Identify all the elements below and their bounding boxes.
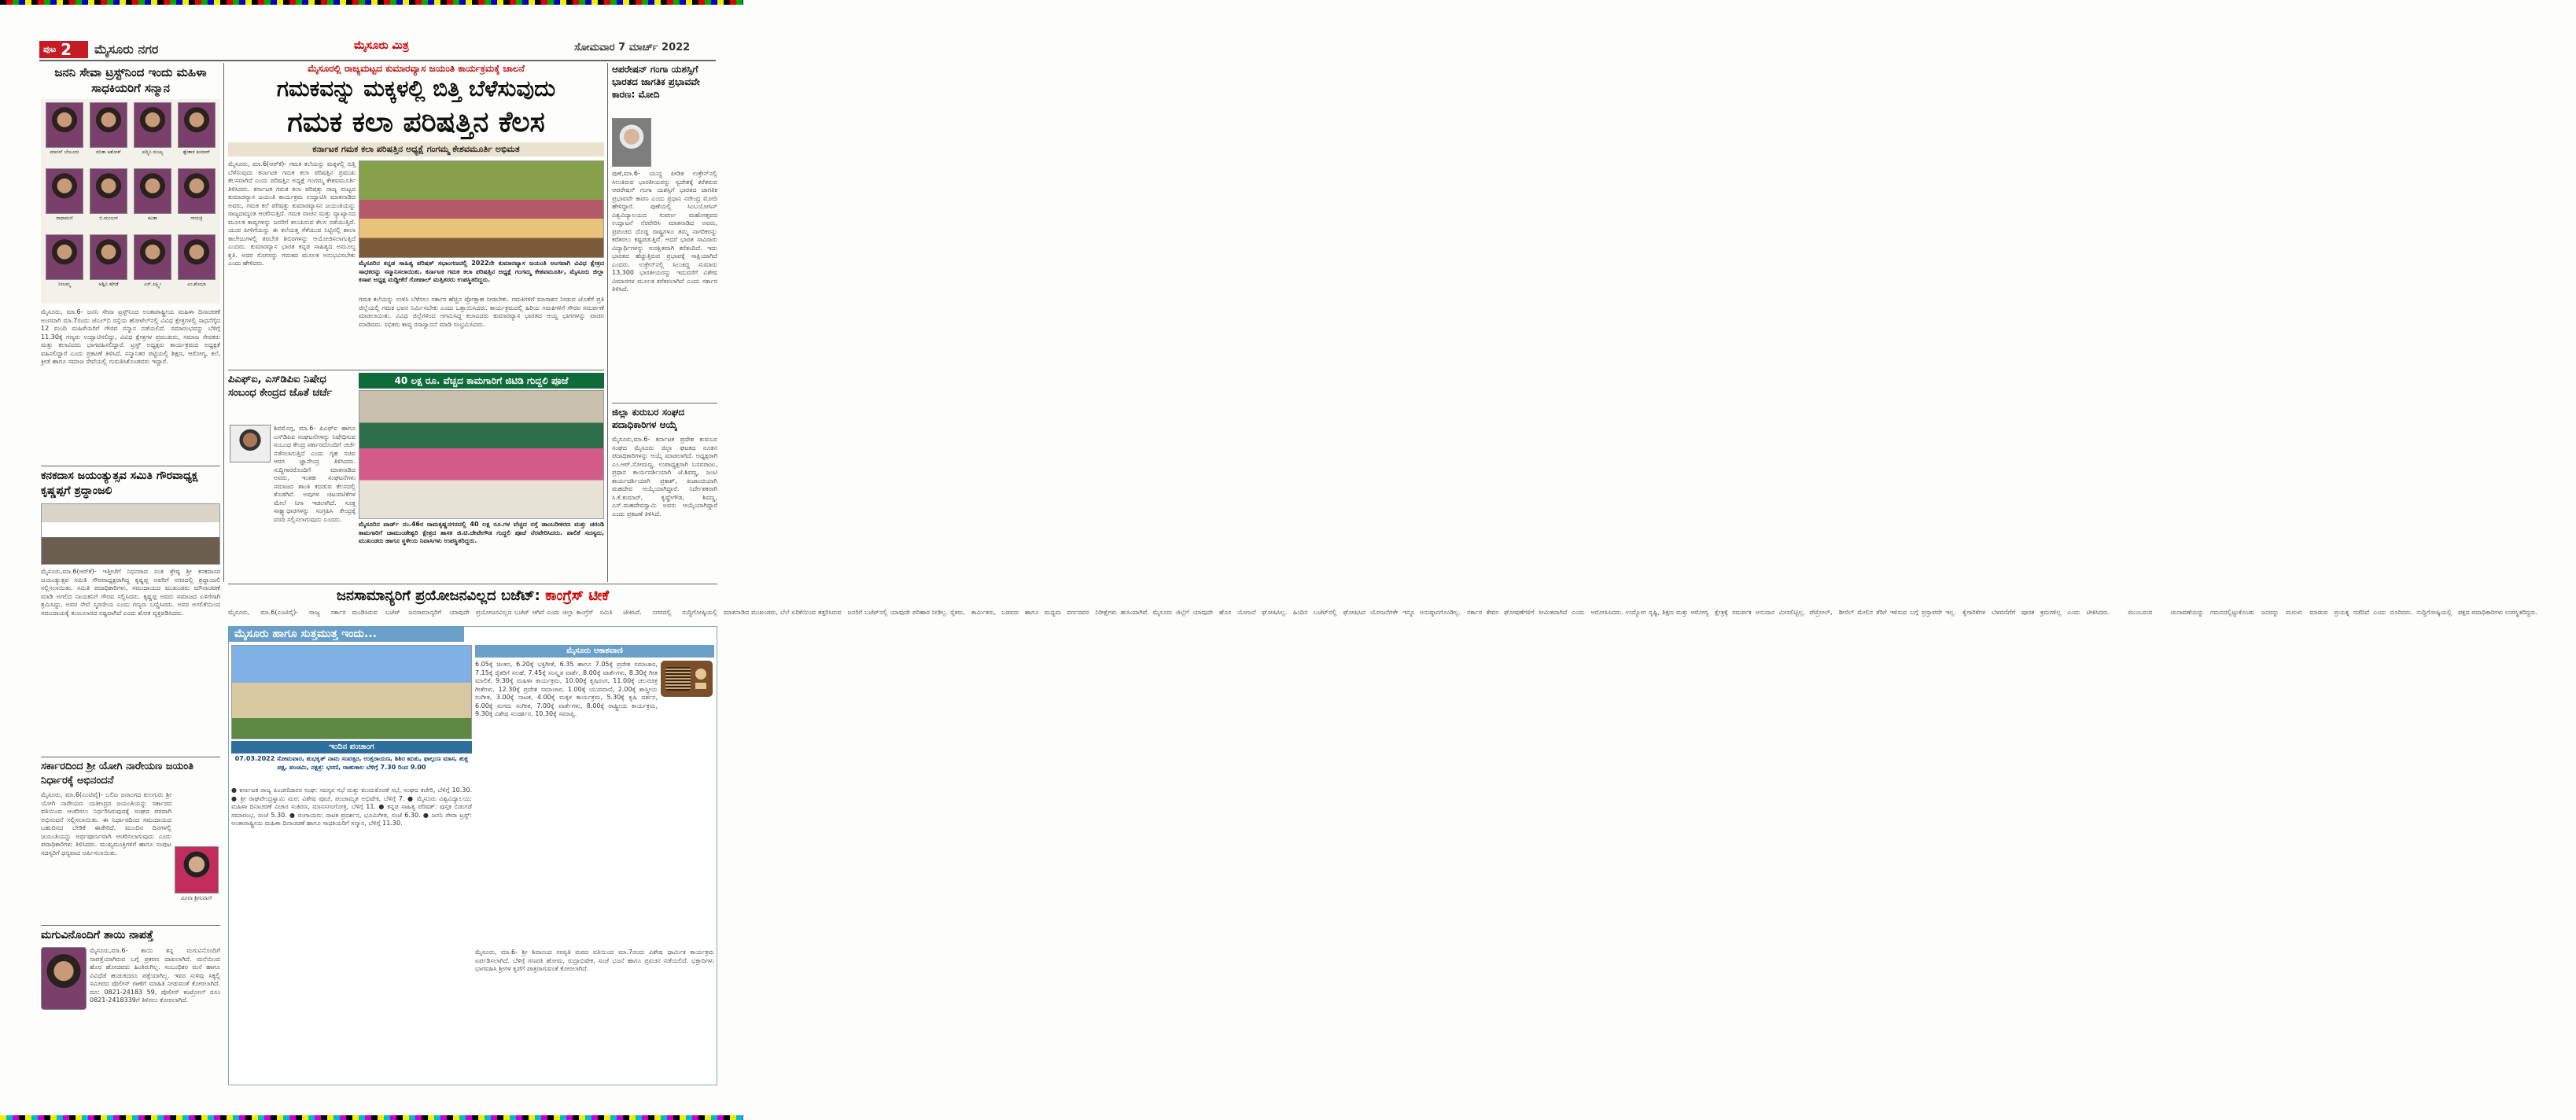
radio-title: ಮೈಸೂರು ಆಕಾಶವಾಣಿ bbox=[475, 645, 714, 658]
bottom-registration-strip bbox=[0, 1115, 743, 1120]
pooja-caption: ಮೈಸೂರಿನ ವಾರ್ಡ್ ನಂ.46ರ ರಾಮಕೃಷ್ಣನಗರದಲ್ಲಿ 40 ಲಕ್ಷ ರೂ.ಗಳ ವೆಚ್ಚದ ರಸ್ತೆ ಡಾಂಬರೀಕರಣ ಮತ್ತು ಚರಂಡಿ ಕಾಮಗಾರಿಗೆ ಚಾಮುಂಡೇಶ್ವರಿ ಕ್ಷೇತ್ರದ ಶಾಸಕ ಜಿ.ಟಿ.ದೇವೇಗೌಡ ಗುದ್ದಲಿ ಪೂಜೆ ನೆರವೇರಿಸಿದರು. ಪಾಲಿಕೆ ಸದಸ್ಯರು, ಮುಖಂಡರು ಹಾಗೂ ಸ್ಥಳೀಯ ನಿವಾಸಿಗಳು ಉಪಸ್ಥಿತರಿದ್ದರು. bbox=[359, 521, 604, 544]
missing-photo bbox=[41, 947, 87, 1010]
portrait-6 bbox=[90, 168, 127, 214]
portrait-1 bbox=[46, 102, 83, 148]
page-label: ಪುಟ bbox=[43, 44, 57, 54]
portrait-name: ಅಶ್ವಿನಿ ಹೆಗಡೆ bbox=[98, 282, 119, 287]
top-registration-strip bbox=[0, 0, 743, 5]
portrait-name: ಶ್ವೇತಾಳ ಕುಮಾರ್ bbox=[182, 149, 211, 155]
portrait-9 bbox=[46, 234, 83, 280]
budget-title: ಜನಸಾಮಾನ್ಯರಿಗೆ ಪ್ರಯೋಜನವಿಲ್ಲದ ಬಜೆಟ್: bbox=[336, 588, 540, 604]
portrait-name: ನೀಲಮ್ಮ bbox=[58, 282, 71, 287]
panchanga-title: ಇಂದಿನ ಪಂಚಾಂಗ bbox=[231, 741, 472, 753]
janani-title: ಜನನಿ ಸೇವಾ ಟ್ರಸ್ಟ್‌ನಿಂದ ಇಂದು ಮಹಿಳಾ ಸಾಧಕಿಯರಿಗೆ ಸನ್ಮಾನ bbox=[54, 65, 207, 95]
portrait-2 bbox=[90, 102, 127, 148]
column-rule bbox=[607, 63, 608, 582]
main-subhead: ಕರ್ನಾಟಕ ಗಮಕ ಕಲಾ ಪರಿಷತ್ತಿನ ಅಧ್ಯಕ್ಷೆ ಗಂಗಮ್ಮ ಕೇಶವಮೂರ್ತಿ ಅಭಿಮತ bbox=[228, 142, 604, 157]
pooja-photo bbox=[359, 390, 604, 519]
portrait-12 bbox=[178, 234, 216, 280]
header-rule bbox=[39, 60, 716, 61]
portrait-11 bbox=[134, 234, 171, 280]
main-body-col1: ಮೈಸೂರು, ಮಾ.6(ಆರ್‌ಕೆ)- ಗಮಕ ಕಲೆಯನ್ನು ಮಕ್ಕಳಲ್ಲಿ ಬಿತ್ತಿ ಬೆಳೆಸುವುದು ಕರ್ನಾಟಕ ಗಮಕ ಕಲಾ ಪರಿಷತ್ತಿನ ಪ್ರಮುಖ ಕೆಲಸವಾಗಿದೆ ಎಂದು ಪರಿಷತ್ತಿನ ಅಧ್ಯಕ್ಷೆ ಗಂಗಮ್ಮ ಕೇಶವಮೂರ್ತಿ ತಿಳಿಸಿದರು. ಕರ್ನಾಟಕ ಗಮಕ ಕಲಾ ಪರಿಷತ್ತು ರಾಜ್ಯ ಮಟ್ಟದ ಕುಮಾರವ್ಯಾಸ ಜಯಂತಿ ಕಾರ್ಯಕ್ರಮ ಉದ್ಘಾಟಿಸಿ ಮಾತನಾಡಿದ ಅವರು, ಗಮಕ ಕಲೆ ಪರಿಷತ್ತು ಕುಮಾರವ್ಯಾಸನ ಜಯಂತಿಯನ್ನು ರಾಜ್ಯದಾದ್ಯಂತ ಆಚರಿಸುತ್ತಿದೆ. ಗಮಕ ವಾಚನ ಮತ್ತು ವ್ಯಾಖ್ಯಾನದ ಮೂಲಕ ಕಾವ್ಯಗಳನ್ನು ಜನರಿಗೆ ತಲುಪಿಸುವ ಕೆಲಸ ನಡೆಯುತ್ತಿದೆ. ಯುವ ಪೀಳಿಗೆಯನ್ನು ಈ ಕಲೆಯತ್ತ ಸೆಳೆಯುವ ನಿಟ್ಟಿನಲ್ಲಿ ಶಾಲಾ ಕಾಲೇಜುಗಳಲ್ಲಿ ತರಬೇತಿ ಶಿಬಿರಗಳನ್ನು ಆಯೋಜಿಸಲಾಗುತ್ತಿದೆ ಎಂದರು. ಕುಮಾರವ್ಯಾಸ ಭಾರತ ಕನ್ನಡ ಸಾಹಿತ್ಯದ ಅಮೂಲ್ಯ ಕೃತಿ. ಅದರ ಸೊಗಸನ್ನು ಗಮಕದ ಮೂಲಕ ಅನುಭವಿಸಬೇಕು ಎಂದು ಹೇಳಿದರು. bbox=[228, 160, 356, 267]
budget-body: ಮೈಸೂರು, ಮಾ.6(ಎಂಟಿವೈ)- ರಾಜ್ಯ ಸರ್ಕಾರ ಮಂಡಿಸಿರುವ ಬಜೆಟ್ ಜನಸಾಮಾನ್ಯರಿಗೆ ಯಾವುದೇ ಪ್ರಯೋಜನವಿಲ್ಲದ ಬಜೆಟ್ ಆಗಿದೆ ಎಂದು ಜಿಲ್ಲಾ ಕಾಂಗ್ರೆಸ್ ಸಮಿತಿ ಟೀಕಿಸಿದೆ. ನಗರದಲ್ಲಿ ಸುದ್ದಿಗೋಷ್ಠಿಯಲ್ಲಿ ಮಾತನಾಡಿದ ಮುಖಂಡರು, ಬೆಲೆ ಏರಿಕೆಯಿಂದ ತತ್ತರಿಸಿರುವ ಜನರಿಗೆ ಬಜೆಟ್‌ನಲ್ಲಿ ಯಾವುದೇ ಪರಿಹಾರ ನೀಡಿಲ್ಲ. ರೈತರು, ಕಾರ್ಮಿಕರು, ಬಡವರು ಹಾಗೂ ಮಧ್ಯಮ ವರ್ಗದವರ ನಿರೀಕ್ಷೆಗಳು ಹುಸಿಯಾಗಿವೆ. ಮೈಸೂರು ಜಿಲ್ಲೆಗೆ ಯಾವುದೇ ಹೊಸ ಯೋಜನೆ ಘೋಷಿಸಿಲ್ಲ. ಹಿಂದಿನ ಬಜೆಟ್‌ನಲ್ಲಿ ಘೋಷಿಸಿದ ಯೋಜನೆಗಳೇ ಇನ್ನೂ ಅನುಷ್ಠಾನಗೊಂಡಿಲ್ಲ. ಸರ್ಕಾರ ಕೇವಲ ಘೋಷಣೆಗಳಿಗೆ ಸೀಮಿತವಾಗಿದೆ ಎಂದು ಆರೋಪಿಸಿದರು. ಉದ್ಯೋಗ ಸೃಷ್ಟಿ, ಶಿಕ್ಷಣ ಮತ್ತು ಆರೋಗ್ಯ ಕ್ಷೇತ್ರಕ್ಕೆ ಸಮರ್ಪಕ ಅನುದಾನ ಮೀಸಲಿಟ್ಟಿಲ್ಲ. ಪೆಟ್ರೋಲ್, ಡೀಸೆಲ್ ಮೇಲಿನ ತೆರಿಗೆ ಇಳಿಸುವ ಬಗ್ಗೆ ಪ್ರಸ್ತಾಪವೇ ಇಲ್ಲ. ಕೈಗಾರಿಕೆಗಳ ಬೆಳವಣಿಗೆಗೆ ಪೂರಕ ಕ್ರಮಗಳಿಲ್ಲ ಎಂದು ಟೀಕಿಸಿದರು. ಮುಂಬರುವ ಚುನಾವಣೆಯನ್ನು ಗಮನದಲ್ಲಿಟ್ಟುಕೊಂಡು ಜನರನ್ನು ಮರುಳು ಮಾಡುವ ಪ್ರಯತ್ನ ನಡೆದಿದೆ ಎಂದು ದೂರಿದರು. ಸುದ್ದಿಗೋಷ್ಠಿಯಲ್ಲಿ ಪಕ್ಷದ ಪದಾಧಿಕಾರಿಗಳು ಉಪಸ್ಥಿತರಿದ್ದರು. bbox=[228, 609, 2538, 616]
portrait-name: ಪದ್ಮಿನಿ ಮುಖ್ಯ bbox=[142, 149, 164, 155]
radio-schedule: 6.05ಕ್ಕೆ ಚಿಂತನ, 6.20ಕ್ಕೆ ಭಕ್ತಿಗೀತೆ, 6.35 ಹಾಗೂ 7.05ಕ್ಕೆ ಪ್ರದೇಶ ಸಮಾಚಾರ, 7.15ಕ್ಕೆ ರೈತರಿಗೆ ಸಲಹೆ, 7.45ಕ್ಕೆ ಸಂಸ್ಕೃತ ವಾರ್ತೆ, 8.00ಕ್ಕೆ ವಾರ್ತೆಗಳು, 8.30ಕ್ಕೆ ಗೀತ ಮಾಲಿಕೆ, 9.30ಕ್ಕೆ ಮಹಿಳಾ ಕಾರ್ಯಕ್ರಮ, 10.00ಕ್ಕೆ ಕೃಷಿರಂಗ, 11.00ಕ್ಕೆ ಚಲನಚಿತ್ರ ಗೀತೆಗಳು, 12.30ಕ್ಕೆ ಪ್ರದೇಶ ಸಮಾಚಾರ, 1.00ಕ್ಕೆ ಯುವವಾಣಿ, 2.00ಕ್ಕೆ ಶಾಸ್ತ್ರೀಯ ಸಂಗೀತ, 3.00ಕ್ಕೆ ನಾಟಕ, 4.00ಕ್ಕೆ ಮಕ್ಕಳ ಕಾರ್ಯಕ್ರಮ, 5.30ಕ್ಕೆ ಕೃಷಿ ದರ್ಶನ, 6.00ಕ್ಕೆ ಸುಗಮ ಸಂಗೀತ, 7.00ಕ್ಕೆ ವಾರ್ತೆಗಳು, 8.00ಕ್ಕೆ ರಾಷ್ಟ್ರೀಯ ಕಾರ್ಯಕ್ರಮ, 9.30ಕ್ಕೆ ವಿಶೇಷ ಸಂದರ್ಶನ, 10.30ಕ್ಕೆ ಸಮಾಪ್ತಿ. bbox=[475, 661, 658, 717]
paper-name: ಮೈಸೂರು ಮಿತ್ರ bbox=[354, 39, 409, 52]
budget-headline bbox=[228, 587, 717, 606]
portrait-name: ಗಾಯತ್ರಿ bbox=[190, 216, 203, 221]
portrait-name: ಮಾನಸ್ ಬೇಲೂರು bbox=[50, 149, 79, 155]
panchanga-text: 07.03.2022 ಸೋಮವಾರ, ಶುಭಕೃತ್ ನಾಮ ಸಂವತ್ಸರ, ಉತ್ತರಾಯಣ, ಶಿಶಿರ ಋತು, ಫಾಲ್ಗುಣ ಮಾಸ, ಶುಕ್ಲ ಪಕ್ಷ, ಪಂಚಮಿ, ನಕ್ಷತ್ರ: ಭರಣಿ, ರಾಹುಕಾಲ ಬೆಳಿಗ್ಗೆ 7.30 ರಿಂದ 9.00 bbox=[234, 755, 469, 771]
main-photo bbox=[359, 160, 604, 258]
janani-body: ಮೈಸೂರು, ಮಾ.6- ಜನನಿ ಸೇವಾ ಟ್ರಸ್ಟ್‌ನಿಂದ ಅಂತಾರಾಷ್ಟ್ರೀಯ ಮಹಿಳಾ ದಿನಾಚರಣೆ ಅಂಗವಾಗಿ ಮಾ.7ರಂದು ಜೆಎಲ್‌ಬಿ ರಸ್ತೆಯ ಹೋಟೆಲ್‌ನಲ್ಲಿ ವಿವಿಧ ಕ್ಷೇತ್ರಗಳಲ್ಲಿ ಸಾಧನೆಗೈದ 12 ಮಂದಿ ಮಹಿಳೆಯರಿಗೆ ಗೌರವ ಸನ್ಮಾನ ನಡೆಯಲಿದೆ. ಸಮಾರಂಭವನ್ನು ಬೆಳಿಗ್ಗೆ 11.30ಕ್ಕೆ ಗಣ್ಯರು ಉದ್ಘಾಟಿಸಲಿದ್ದು, ವಿವಿಧ ಕ್ಷೇತ್ರಗಳ ಪ್ರಮುಖರು, ಸಮಾಜ ಸೇವಕರು ಮತ್ತು ಕಲಾವಿದರು ಭಾಗವಹಿಸಲಿದ್ದಾರೆ. ಟ್ರಸ್ಟ್ ಅಧ್ಯಕ್ಷರು ಕಾರ್ಯಕ್ರಮದ ಅಧ್ಯಕ್ಷತೆ ವಹಿಸಲಿದ್ದಾರೆ ಎಂದು ಪ್ರಕಟಣೆ ತಿಳಿಸಿದೆ. ಸನ್ಮಾನಿತರ ಪಟ್ಟಿಯಲ್ಲಿ ಶಿಕ್ಷಣ, ಆರೋಗ್ಯ, ಕಲೆ, ಕ್ರೀಡೆ ಹಾಗೂ ಸಮಾಜ ಸೇವೆಯಲ್ಲಿ ಗುರುತಿಸಿಕೊಂಡವರು ಇದ್ದಾರೆ. bbox=[41, 308, 220, 365]
section-title: ಮೈಸೂರು ನಗರ bbox=[94, 42, 159, 57]
portrait-7 bbox=[134, 168, 171, 214]
modi-portrait bbox=[612, 118, 651, 167]
today-title: ಮೈಸೂರು ಹಾಗೂ ಸುತ್ತಮುತ್ತ ಇಂದು... bbox=[234, 628, 377, 640]
kuruba-title: ಜಿಲ್ಲಾ ಕುರುಬರ ಸಂಘದ ಪದಾಧಿಕಾರಿಗಳ ಆಯ್ಕೆ bbox=[612, 407, 685, 430]
main-kicker: ಮೈಸೂರಲ್ಲಿ ರಾಜ್ಯಮಟ್ಟದ ಕುಮಾರವ್ಯಾಸ ಜಯಂತಿ ಕಾರ್ಯಕ್ರಮಕ್ಕೆ ಚಾಲನೆ bbox=[308, 63, 525, 74]
divider bbox=[41, 925, 220, 926]
column-rule bbox=[223, 63, 224, 582]
main-headline-1: ಗಮಕವನ್ನು ಮಕ್ಕಳಲ್ಲಿ ಬಿತ್ತಿ ಬೆಳೆಸುವುದು bbox=[276, 76, 556, 101]
portrait-5 bbox=[46, 168, 83, 214]
portrait-4 bbox=[178, 102, 216, 148]
kanaka-photo bbox=[41, 503, 220, 565]
portrait-name: ಎಸ್.ಲಕ್ಷ್ಮೀ bbox=[144, 282, 161, 287]
portrait-name: ವನಿತಾ ಅಶೋಕ್ bbox=[95, 149, 122, 155]
ganga-title: ಆಪರೇಷನ್ ಗಂಗಾ ಯಶಸ್ಸಿಗೆ ಭಾರತದ ಜಾಗತಿಕ ಪ್ರಭಾವವೇ ಕಾರಣ: ಮೋದಿ bbox=[612, 64, 700, 100]
radio-icon bbox=[661, 661, 713, 697]
portrait-3 bbox=[134, 102, 171, 148]
pfi-title: ಪಿಎಫ್‌ಐ, ಎಸ್‌ಡಿಪಿಐ ನಿಷೇಧ ಸಂಬಂಧ ಕೇಂದ್ರದ ಜೊತೆ ಚರ್ಚೆ bbox=[228, 374, 333, 399]
yogi-title: ಸರ್ಕಾರದಿಂದ ಶ್ರೀ ಯೋಗಿ ನಾರೇಯಣ ಜಯಂತಿ ನಿರ್ಧಾರಕ್ಕೆ ಅಭಿನಂದನೆ bbox=[41, 761, 194, 787]
portrait-name: ಬಿ.ಮಂಜುಳ bbox=[99, 216, 118, 221]
page-number-box bbox=[39, 41, 88, 58]
today-bottom-note: ಮೈಸೂರು, ಮಾ.6- ಶ್ರೀ ಶಿವಾನಂದ ಸರಸ್ವತಿ ಮಠದ ವತಿಯಿಂದ ಮಾ.7ರಂದು ವಿಶೇಷ ಧಾರ್ಮಿಕ ಕಾರ್ಯಕ್ರಮ ಏರ್ಪಡಿಸಲಾಗಿದೆ. ಬೆಳಿಗ್ಗೆ ಗಣಪತಿ ಹೋಮ, ರುದ್ರಾಭಿಷೇಕ, ಸಂಜೆ ಭಜನೆ ಹಾಗೂ ಪ್ರವಚನ ನಡೆಯಲಿದೆ. ಭಕ್ತಾದಿಗಳು ಭಾಗವಹಿಸಿ ಶ್ರೀಗಳ ಕೃಪೆಗೆ ಪಾತ್ರರಾಗುವಂತೆ ಕೋರಲಾಗಿದೆ. bbox=[475, 949, 714, 972]
kanaka-body: ಮೈಸೂರು,ಮಾ.6(ಆರ್‌ಕೆ)- ಇತ್ತೀಚೆಗೆ ನಿಧನರಾದ ಸಂತ ಶ್ರೇಷ್ಠ ಶ್ರೀ ಕನಕದಾಸರ ಜಯಂತ್ಯುತ್ಸವ ಸಮಿತಿ ಗೌರವಾಧ್ಯಕ್ಷರಾಗಿದ್ದ ಕೃಷ್ಣಪ್ಪ ಅವರಿಗೆ ನಗರದಲ್ಲಿ ಶ್ರದ್ಧಾಂಜಲಿ ಸಲ್ಲಿಸಲಾಯಿತು. ಸಮಿತಿ ಪದಾಧಿಕಾರಿಗಳು, ಸಮುದಾಯದ ಮುಖಂಡರು ಮೌನಾಚರಣೆ ಮಾಡಿ ಅಗಲಿದ ನಾಯಕನಿಗೆ ಗೌರವ ಸಲ್ಲಿಸಿದರು. ಕೃಷ್ಣಪ್ಪ ಅವರು ಸಮಾಜದ ಏಳಿಗೆಗಾಗಿ ಶ್ರಮಿಸಿದ್ದು, ಅವರ ಸೇವೆ ಸ್ಮರಣೀಯ ಎಂದು ಗಣ್ಯರು ಬಣ್ಣಿಸಿದರು. ಅವರ ಅಗಲಿಕೆಯಿಂದ ಸಮುದಾಯಕ್ಕೆ ತುಂಬಲಾರದ ನಷ್ಟವಾಗಿದೆ ಎಂದು ಶೋಕ ವ್ಯಕ್ತಪಡಿಸಿದರು. bbox=[41, 568, 220, 617]
kanaka-title: ಕನಕದಾಸ ಜಯಂತ್ಯುತ್ಸವ ಸಮಿತಿ ಗೌರವಾಧ್ಯಕ್ಷ ಕೃಷ್ಣಪ್ಪಗೆ ಶ್ರದ್ಧಾಂಜಲಿ bbox=[41, 470, 198, 497]
page-header bbox=[39, 39, 716, 58]
yogi-body: ಮೈಸೂರು, ಮಾ.6(ಎಂಟಿವೈ)- ಬಲಿಜ ಜನಾಂಗದ ಕುಲಗುರು ಶ್ರೀ ಯೋಗಿ ನಾರೇಯಣ ಯತೀಂದ್ರರ ಜಯಂತಿಯನ್ನು ಸರ್ಕಾರದ ವತಿಯಿಂದ ಆಚರಿಸಲು ನಿರ್ಧರಿಸಿರುವುದಕ್ಕೆ ಸಂಘದ ಪರವಾಗಿ ಅಭಿನಂದನೆ ಸಲ್ಲಿಸಲಾಯಿತು. ಈ ನಿರ್ಧಾರದಿಂದ ಸಮುದಾಯದ ಬಹುದಿನದ ಬೇಡಿಕೆ ಈಡೇರಿದೆ. ಮುಂದಿನ ದಿನಗಳಲ್ಲಿ ಜಯಂತಿಯನ್ನು ಅರ್ಥಪೂರ್ಣವಾಗಿ ಆಚರಿಸಲಾಗುವುದು ಎಂದು ಪದಾಧಿಕಾರಿಗಳು ತಿಳಿಸಿದರು. ಮುಖ್ಯಮಂತ್ರಿಗಳಿಗೆ ಹಾಗೂ ಸಂಪುಟ ಸದಸ್ಯರಿಗೆ ಧನ್ಯವಾದ ಅರ್ಪಿಸಲಾಯಿತು. bbox=[41, 791, 171, 857]
yogi-caption: ಮೀನಾ ಶ್ರೀನಿವಾಸ್ bbox=[180, 895, 213, 901]
kuruba-body: ಮೈಸೂರು,ಮಾ.6- ಕರ್ನಾಟಕ ಪ್ರದೇಶ ಕುರುಬರ ಸಂಘದ ಮೈಸೂರು ಜಿಲ್ಲಾ ಘಟಕದ ನೂತನ ಪದಾಧಿಕಾರಿಗಳನ್ನು ಆಯ್ಕೆ ಮಾಡಲಾಗಿದೆ. ಅಧ್ಯಕ್ಷರಾಗಿ ಎಂ.ಆರ್.ಸೋಮಣ್ಣ, ಉಪಾಧ್ಯಕ್ಷರಾಗಿ ಬಸವರಾಜು, ಪ್ರಧಾನ ಕಾರ್ಯದರ್ಶಿಯಾಗಿ ಜೆ.ಶಿವಣ್ಣ, ಜಂಟಿ ಕಾರ್ಯದರ್ಶಿಯಾಗಿ ಪ್ರಕಾಶ್, ಖಜಾಂಚಿಯಾಗಿ ಮಹದೇವ ಆಯ್ಕೆಯಾಗಿದ್ದಾರೆ. ನಿರ್ದೇಶಕರಾಗಿ ಸಿ.ಕೆ.ಕುಮಾರ್, ಕೃಷ್ಣೇಗೌಡ, ಶಿವಣ್ಣ, ಎಸ್.ಮಹದೇವಸ್ವಾಮಿ ಅವರು ಆಯ್ಕೆಯಾಗಿದ್ದಾರೆ ಎಂದು ಪ್ರಕಟಣೆ ತಿಳಿಸಿದೆ. bbox=[612, 436, 717, 518]
portrait-name: ಕವಿತಾ bbox=[148, 216, 157, 221]
pfi-portrait bbox=[230, 425, 271, 462]
main-body-col2: ಗಮಕ ಕಲೆಯನ್ನು ಉಳಿಸಿ ಬೆಳೆಸಲು ಸರ್ಕಾರ ಹೆಚ್ಚಿನ ಪ್ರೋತ್ಸಾಹ ನೀಡಬೇಕು. ಗಮಕಿಗಳಿಗೆ ಮಾಸಾಶನ ನೀಡುವ ಜೊತೆಗೆ ಪ್ರತಿ ಜಿಲ್ಲೆಯಲ್ಲಿ ಗಮಕ ಭವನ ನಿರ್ಮಿಸಬೇಕು ಎಂದು ಒತ್ತಾಯಿಸಿದರು. ಕಾರ್ಯಕ್ರಮದಲ್ಲಿ ಹಿರಿಯ ಗಮಕಿಗಳಿಗೆ ಗೌರವ ಸಮರ್ಪಣೆ ಮಾಡಲಾಯಿತು. ವಿವಿಧ ಜಿಲ್ಲೆಗಳಿಂದ ಆಗಮಿಸಿದ್ದ ಕಲಾವಿದರು ಕುಮಾರವ್ಯಾಸ ಭಾರತದ ಆಯ್ದ ಭಾಗಗಳನ್ನು ವಾಚನ ಮಾಡಿದರು. ಸಭಿಕರು ಕಾವ್ಯ ರಸಾಸ್ವಾದನೆ ಮಾಡಿ ಸಂಭ್ರಮಿಸಿದರು. bbox=[359, 296, 604, 328]
pooja-title: 40 ಲಕ್ಷ ರೂ. ವೆಚ್ಚದ ಕಾಮಗಾರಿಗೆ ಜಿಟಿಡಿ ಗುದ್ದಲಿ ಪೂಜೆ bbox=[359, 373, 604, 389]
today-events: ● ಕರ್ನಾಟಕ ರಾಜ್ಯ ಪಿಂಚಣಿದಾರರ ಸಂಘ: ಸದಸ್ಯರ ಸಭೆ ಮತ್ತು ಕುಂದುಕೊರತೆ ಸಭೆ, ಸಂಘದ ಕಚೇರಿ, ಬೆಳಿಗ್ಗೆ 10.30. ● ಶ್ರೀ ರಾಘವೇಂದ್ರಸ್ವಾಮಿ ಮಠ: ವಿಶೇಷ ಪೂಜೆ, ಪಂಚಾಮೃತ ಅಭಿಷೇಕ, ಬೆಳಿಗ್ಗೆ 7. ● ಮೈಸೂರು ವಿಶ್ವವಿದ್ಯಾಲಯ: ಮಹಿಳಾ ದಿನಾಚರಣೆ ವಿಚಾರ ಸಂಕಿರಣ, ಮಾನಸಗಂಗೋತ್ರಿ, ಬೆಳಿಗ್ಗೆ 11. ● ಕನ್ನಡ ಸಾಹಿತ್ಯ ಪರಿಷತ್: ಪುಸ್ತಕ ಬಿಡುಗಡೆ ಸಮಾರಂಭ, ಸಂಜೆ 5.30. ● ರಂಗಾಯಣ: ನಾಟಕ ಪ್ರದರ್ಶನ, ಭೂಮಿಗೀತ, ಸಂಜೆ 6.30. ● ಜನನಿ ಸೇವಾ ಟ್ರಸ್ಟ್: ಅಂತಾರಾಷ್ಟ್ರೀಯ ಮಹಿಳಾ ದಿನಾಚರಣೆ ಹಾಗೂ ಸಾಧಕಿಯರಿಗೆ ಸನ್ಮಾನ, ಬೆಳಿಗ್ಗೆ 11.30. bbox=[231, 787, 472, 827]
ganga-body: ಪುಣೆ,ಮಾ.6- ಯುದ್ಧ ಪೀಡಿತ ಉಕ್ರೇನ್‌ನಲ್ಲಿ ಸಿಲುಕಿರುವ ಭಾರತೀಯರನ್ನು ಸ್ವದೇಶಕ್ಕೆ ಕರೆತರುವ ಆಪರೇಷನ್ ಗಂಗಾ ಯಶಸ್ಸಿಗೆ ಭಾರತದ ಜಾಗತಿಕ ಪ್ರಭಾವವೇ ಕಾರಣ ಎಂದು ಪ್ರಧಾನಿ ನರೇಂದ್ರ ಮೋದಿ ಹೇಳಿದ್ದಾರೆ. ಪುಣೆಯಲ್ಲಿ ಸಿಂಬಯೋಸಿಸ್ ವಿಶ್ವವಿದ್ಯಾಲಯದ ಸುವರ್ಣ ಮಹೋತ್ಸವದ ಉದ್ಘಾಟನೆ ನೆರವೇರಿಸಿ ಮಾತನಾಡಿದ ಅವರು, ಪ್ರಪಂಚದ ದೊಡ್ಡ ರಾಷ್ಟ್ರಗಳೂ ತಮ್ಮ ನಾಗರಿಕರನ್ನು ಕರೆತರಲು ಕಷ್ಟಪಡುತ್ತಿವೆ. ಆದರೆ ಭಾರತ ಸಾವಿರಾರು ವಿದ್ಯಾರ್ಥಿಗಳನ್ನು ಸುರಕ್ಷಿತವಾಗಿ ಕರೆತಂದಿದೆ. ಇದು ಭಾರತದ ಹೆಚ್ಚುತ್ತಿರುವ ಪ್ರಭಾವಕ್ಕೆ ಸಾಕ್ಷಿಯಾಗಿದೆ ಎಂದರು. ಉಕ್ರೇನ್‌ನಲ್ಲಿ ಸಿಲುಕಿದ್ದ ಸುಮಾರು 13,300 ಭಾರತೀಯರನ್ನು ಇದುವರೆಗೆ ವಿಶೇಷ ವಿಮಾನಗಳ ಮೂಲಕ ಕರೆತರಲಾಗಿದೆ ಎಂದು ಸರ್ಕಾರ ತಿಳಿಸಿದೆ. bbox=[612, 170, 717, 293]
portrait-name: ರಾಧಾಮಣಿ bbox=[56, 216, 73, 221]
page-number: 2 bbox=[61, 40, 72, 59]
pfi-body: ಶಿವಮೊಗ್ಗ, ಮಾ.6- ಪಿಎಫ್‌ಐ ಹಾಗೂ ಎಸ್‌ಡಿಪಿಐ ಸಂಘಟನೆಗಳನ್ನು ನಿಷೇಧಿಸುವ ಸಂಬಂಧ ಕೇಂದ್ರ ಸರ್ಕಾರದೊಂದಿಗೆ ಚರ್ಚೆ ನಡೆಸಲಾಗುತ್ತಿದೆ ಎಂದು ಗೃಹ ಸಚಿವ ಆರಗ ಜ್ಞಾನೇಂದ್ರ ತಿಳಿಸಿದರು. ಸುದ್ದಿಗಾರರೊಂದಿಗೆ ಮಾತನಾಡಿದ ಅವರು, ಇಂತಹ ಸಂಘಟನೆಗಳು ಸಮಾಜದ ಶಾಂತಿ ಕದಡುವ ಕೆಲಸದಲ್ಲಿ ತೊಡಗಿವೆ. ಅವುಗಳ ಚಟುವಟಿಕೆಗಳ ಮೇಲೆ ನಿಗಾ ಇಡಲಾಗಿದೆ. ಸೂಕ್ತ ಸಾಕ್ಷ್ಯಾಧಾರಗಳನ್ನು ಸಂಗ್ರಹಿಸಿ ಕೇಂದ್ರಕ್ಕೆ ವರದಿ ಸಲ್ಲಿಸಲಾಗುವುದು ಎಂದರು. bbox=[274, 425, 356, 523]
budget-accent: ಕಾಂಗ್ರೆಸ್ ಟೀಕೆ bbox=[545, 588, 610, 604]
yogi-portrait bbox=[175, 846, 219, 893]
palace-photo bbox=[231, 645, 472, 739]
main-photo-caption: ಮೈಸೂರಿನ ಕನ್ನಡ ಸಾಹಿತ್ಯ ಪರಿಷತ್ ಸಭಾಂಗಣದಲ್ಲಿ 2022ನೇ ಕುಮಾರವ್ಯಾಸ ಜಯಂತಿ ಅಂಗವಾಗಿ ವಿವಿಧ ಕ್ಷೇತ್ರದ ಸಾಧಕರನ್ನು ಸನ್ಮಾನಿಸಲಾಯಿತು. ಕರ್ನಾಟಕ ಗಮಕ ಕಲಾ ಪರಿಷತ್ತಿನ ಅಧ್ಯಕ್ಷೆ ಗಂಗಮ್ಮ ಕೇಶವಮೂರ್ತಿ, ಮೈಸೂರು ಜಿಲ್ಲಾ ಕಸಾಪ ಅಧ್ಯಕ್ಷ ಮಡ್ಡೀಕೆರೆ ಗೋಪಾಲ್ ಮತ್ತಿತರರು ಉಪಸ್ಥಿತರಿದ್ದರು. bbox=[359, 260, 604, 283]
missing-title: ಮಗುವಿನೊಂದಿಗೆ ತಾಯಿ ನಾಪತ್ತೆ bbox=[41, 929, 154, 941]
portrait-10 bbox=[90, 234, 127, 280]
portrait-8 bbox=[178, 168, 216, 214]
portrait-name: ಎಂ.ಶೋಭಾ bbox=[187, 282, 206, 287]
issue-date: ಸೋಮವಾರ 7 ಮಾರ್ಚ್ 2022 bbox=[574, 42, 691, 53]
main-headline-2: ಗಮಕ ಕಲಾ ಪರಿಷತ್ತಿನ ಕೆಲಸ bbox=[287, 106, 545, 138]
missing-body: ಮೈಸೂರು,ಮಾ.6- ತಾಯಿ ತನ್ನ ಮಗುವಿನೊಂದಿಗೆ ನಾಪತ್ತೆಯಾಗಿರುವ ಬಗ್ಗೆ ಪ್ರಕರಣ ದಾಖಲಾಗಿದೆ. ಮನೆಯಿಂದ ಹೊರ ಹೋದವರು ಹಿಂತಿರುಗಿಲ್ಲ. ಸಂಬಂಧಿಕರ ಮನೆ ಹಾಗೂ ವಿವಿಧೆಡೆ ಹುಡುಕಿದರೂ ಪತ್ತೆಯಾಗಿಲ್ಲ. ಇವರ ಸುಳಿವು ಸಿಕ್ಕಲ್ಲಿ ಸಮೀಪದ ಪೊಲೀಸ್ ಠಾಣೆಗೆ ಮಾಹಿತಿ ನೀಡುವಂತೆ ಕೋರಲಾಗಿದೆ. ದೂ: 0821-24183 59, ಪೊಲೀಸ್ ಕಂಟ್ರೋಲ್ ರೂಂ 0821-2418339ಗೆ ತಿಳಿಸಲು ಕೋರಲಾಗಿದೆ. bbox=[90, 947, 220, 1004]
portrait-grid bbox=[41, 99, 220, 304]
